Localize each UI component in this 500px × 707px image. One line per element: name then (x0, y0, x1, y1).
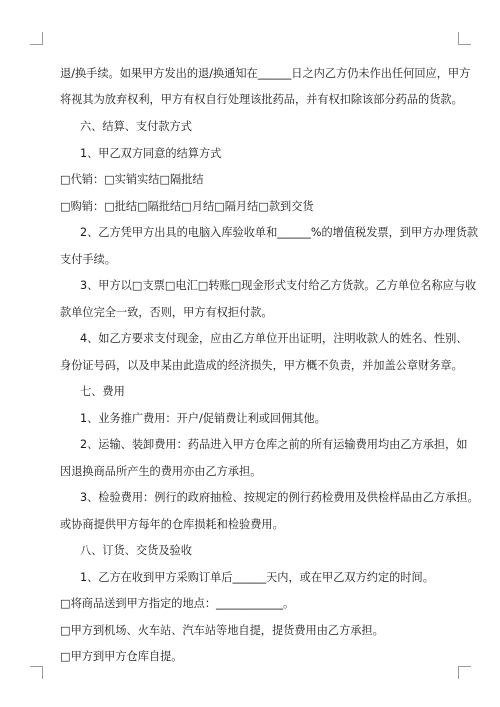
text-line: 因退换商品所产生的费用亦由乙方承担。 (60, 465, 262, 478)
text-line: 退/换手续。如果甲方发出的退/换通知在______日之内乙方仍未作出任何回应，甲方 (60, 67, 471, 80)
text-line: 2、乙方凭甲方出具的电脑入库验收单和______%的增值税发票，到甲方办理货款 (80, 226, 479, 239)
text-line: 3、检验费用：例行的政府抽检、按规定的例行药检费用及供检样品由乙方承担。 (80, 491, 479, 504)
text-line: 1、甲乙双方同意的结算方式 (80, 147, 222, 160)
text-line: 或协商提供甲方每年的仓库损耗和检验费用。 (60, 518, 284, 531)
text-line: 1、乙方在收到甲方采购订单后______天内，或在甲乙双方约定的时间。 (80, 571, 434, 584)
crop-mark-bottom-left (30, 666, 43, 679)
section-heading: 八、订货、交货及验收 (80, 544, 192, 557)
crop-mark-bottom-right (458, 666, 471, 679)
crop-mark-top-left (30, 32, 43, 45)
crop-mark-top-right (458, 32, 471, 45)
checkbox-option-line: □购销：□批结□隔批结□月结□隔月结□款到交货 (60, 200, 314, 213)
text-line: 4、如乙方要求支付现金，应由乙方单位开出证明，注明收款人的姓名、性别、 (80, 332, 468, 345)
text-line: 1、业务推广费用：开户/促销费让利或回佣其他。 (80, 412, 326, 425)
text-line: 支付手续。 (60, 253, 116, 266)
checkbox-option-line: □代销：□实销实结□隔批结 (60, 173, 204, 186)
text-line: 身份证号码，以及申某由此造成的经济损失，甲方概不负责，并加盖公章财务章。 (60, 359, 463, 372)
section-heading: 六、结算、支付款方式 (80, 120, 192, 133)
text-line: 2、运输、装卸费用：药品进入甲方仓库之前的所有运输费用均由乙方承担，如 (80, 438, 468, 451)
text-line: 将视其为放弃权利，甲方有权自行处理该批药品，并有权扣除该部分药品的货款。 (60, 93, 463, 106)
section-heading: 七、费用 (80, 385, 125, 398)
text-line: 款单位完全一致，否则，甲方有权拒付款。 (60, 306, 273, 319)
checkbox-option-line: □甲方到甲方仓库自提。 (60, 650, 183, 663)
checkbox-option-line: □甲方到机场、火车站、汽车站等地自提，提货费用由乙方承担。 (60, 624, 384, 637)
checkbox-option-line: □将商品送到甲方指定的地点：____________。 (60, 597, 295, 610)
text-line: 3、甲方以□支票□电汇□转账□现金形式支付给乙方货款。乙方单位名称应与收 (80, 279, 477, 292)
